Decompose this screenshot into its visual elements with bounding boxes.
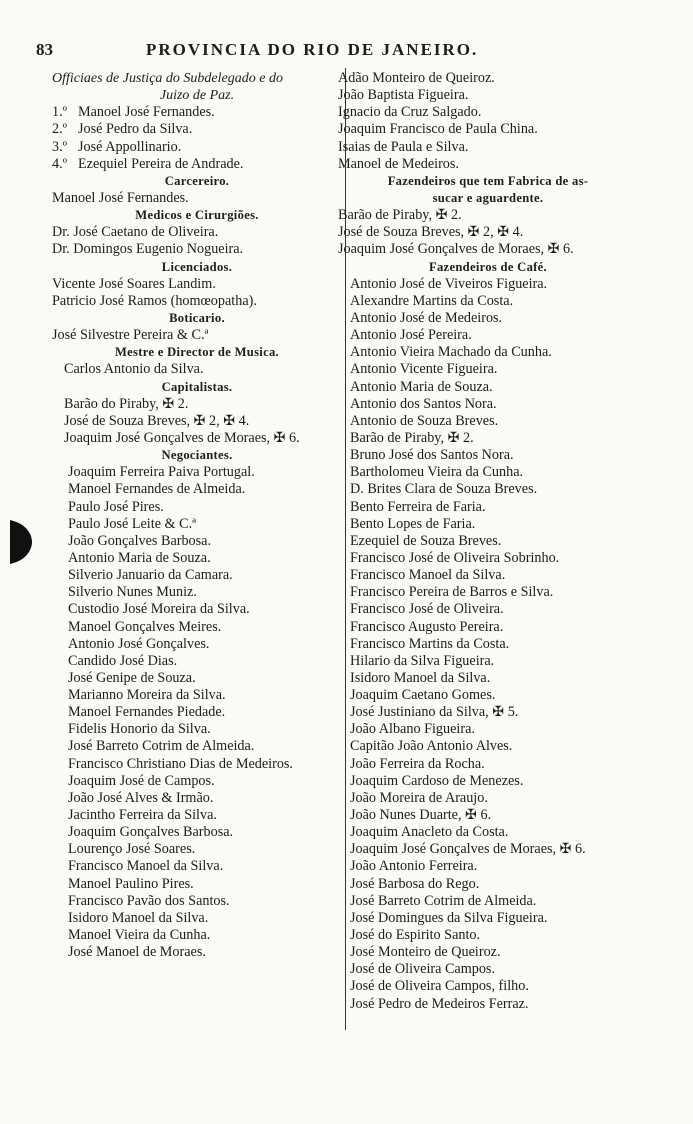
section-heading-musica: Mestre e Director de Musica. <box>114 345 279 360</box>
list-item: Manoel Gonçalves Meires. <box>68 618 222 635</box>
list-item: José Manoel de Moraes. <box>68 944 206 961</box>
list-item: Joaquim José Gonçalves de Moraes, ✠ 6. <box>350 841 586 858</box>
section-heading-carcereiro: Carcereiro. <box>164 173 230 188</box>
officials-list <box>52 104 342 173</box>
list-item: Joaquim Anacleto da Costa. <box>350 824 509 841</box>
list-item: José Silvestre Pereira & C.ª <box>52 327 209 344</box>
item-number: 1.º <box>52 104 68 121</box>
list-item: José Justiniano da Silva, ✠ 5. <box>350 704 519 721</box>
list-item: Custodio José Moreira da Silva. <box>68 601 250 618</box>
list-item: Manoel Vieira da Cunha. <box>68 927 211 944</box>
item-name: José Appollinario. <box>78 138 182 155</box>
list-item: Manoel de Medeiros. <box>338 155 459 172</box>
section-heading-fabrica-cont: sucar e aguardente. <box>432 190 544 205</box>
list-item: Isaias de Paula e Silva. <box>338 138 469 155</box>
list-item: D. Brites Clara de Souza Breves. <box>350 481 538 498</box>
list-item: Antonio Maria de Souza. <box>350 378 493 395</box>
list-item: José de Souza Breves, ✠ 2, ✠ 4. <box>64 412 250 429</box>
list-item: José Barreto Cotrim de Almeida. <box>68 738 255 755</box>
list-item <box>52 139 342 156</box>
list-item: José de Oliveira Campos, filho. <box>350 978 529 995</box>
list-item <box>52 156 342 173</box>
list-item: Francisco Martins da Costa. <box>350 635 510 652</box>
section-heading-officials: Officiaes de Justiça do Subdelegado e do <box>52 71 283 86</box>
running-title: PROVINCIA DO RIO DE JANEIRO. <box>146 40 479 59</box>
list-item: Joaquim Gonçalves Barbosa. <box>68 824 234 841</box>
list-item: Isidoro Manoel da Silva. <box>350 669 491 686</box>
section-heading-officials-cont: Juizo de Paz. <box>159 88 235 104</box>
list-item: Francisco Manoel da Silva. <box>68 858 224 875</box>
list-item: Francisco José de Oliveira Sobrinho. <box>350 549 560 566</box>
continued-names-list <box>338 70 638 173</box>
list-item: Bruno José dos Santos Nora. <box>350 447 514 464</box>
list-item: Francisco José de Oliveira. <box>350 601 504 618</box>
list-item: Antonio dos Santos Nora. <box>350 395 497 412</box>
item-number: 2.º <box>52 121 68 138</box>
list-item: José Monteiro de Queiroz. <box>350 944 501 961</box>
cafe-list <box>338 276 638 1013</box>
section-heading-cafe: Fazendeiros de Café. <box>428 259 548 274</box>
list-item: José Barbosa do Rego. <box>350 875 480 892</box>
list-item: Antonio José de Viveiros Figueira. <box>350 275 548 292</box>
list-item: José Domingues da Silva Figueira. <box>350 909 548 926</box>
list-item <box>52 104 342 121</box>
list-item: João Baptista Figueira. <box>338 87 469 104</box>
list-item: Patricio José Ramos (homœopatha). <box>52 292 257 309</box>
list-item: Francisco Christiano Dias de Medeiros. <box>68 755 293 772</box>
list-item: Joaquim José de Campos. <box>68 772 215 789</box>
list-item: Joaquim José Gonçalves de Moraes, ✠ 6. <box>64 429 300 446</box>
list-item: Dr. José Caetano de Oliveira. <box>52 224 219 241</box>
list-item: Silverio Nunes Muniz. <box>68 584 197 601</box>
list-item: Ignacio da Cruz Salgado. <box>338 104 482 121</box>
list-item: Dr. Domingos Eugenio Nogueira. <box>52 241 244 258</box>
list-item: Marianno Moreira da Silva. <box>68 687 226 704</box>
list-item: José de Oliveira Campos. <box>350 961 495 978</box>
list-item: Antonio de Souza Breves. <box>350 412 499 429</box>
list-item: José do Espirito Santo. <box>350 927 481 944</box>
list-item: João Antonio Ferreira. <box>350 858 478 875</box>
list-item: Joaquim Cardoso de Menezes. <box>350 772 524 789</box>
list-item: João Albano Figueira. <box>350 721 475 738</box>
list-item: Joaquim Ferreira Paiva Portugal. <box>68 464 255 481</box>
list-item: João Nunes Duarte, ✠ 6. <box>350 807 492 824</box>
list-item: Bartholomeu Vieira da Cunha. <box>350 464 524 481</box>
section-heading-negociantes: Negociantes. <box>161 448 233 463</box>
list-item: José Genipe de Souza. <box>68 669 196 686</box>
negociantes-list <box>52 464 342 961</box>
list-item: Barão de Piraby, ✠ 2. <box>350 429 474 446</box>
list-item: Joaquim Caetano Gomes. <box>350 687 496 704</box>
section-heading-medicos: Medicos e Cirurgiões. <box>135 208 259 223</box>
list-item: Joaquim Francisco de Paula China. <box>338 121 538 138</box>
list-item: Ezequiel de Souza Breves. <box>350 532 502 549</box>
section-heading-boticario: Boticario. <box>169 310 225 325</box>
list-item: Paulo José Pires. <box>68 498 164 515</box>
fabrica-list <box>338 207 638 258</box>
list-item: Lourenço José Soares. <box>68 841 196 858</box>
list-item: Manoel José Fernandes. <box>52 189 189 206</box>
list-item: Bento Ferreira de Faria. <box>350 498 486 515</box>
list-item: Manoel Fernandes Piedade. <box>68 704 226 721</box>
list-item: Capitão João Antonio Alves. <box>350 738 513 755</box>
page-number: 83 <box>36 40 53 59</box>
list-item: Adão Monteiro de Queiroz. <box>338 70 495 86</box>
item-number: 4.º <box>52 155 68 172</box>
page-header <box>36 40 676 66</box>
list-item: Antonio Maria de Souza. <box>68 549 211 566</box>
list-item: Bento Lopes de Faria. <box>350 515 476 532</box>
list-item: José de Souza Breves, ✠ 2, ✠ 4. <box>338 224 524 241</box>
list-item: Francisco Manoel da Silva. <box>350 567 506 584</box>
binding-clip-icon <box>8 518 34 566</box>
list-item: Antonio Vieira Machado da Cunha. <box>350 344 552 361</box>
list-item: João Gonçalves Barbosa. <box>68 532 212 549</box>
right-column <box>338 70 638 1013</box>
section-heading-fabrica: Fazendeiros que tem Fabrica de as- <box>387 173 589 188</box>
list-item: João Ferreira da Rocha. <box>350 755 485 772</box>
list-item: José Barreto Cotrim de Almeida. <box>350 892 537 909</box>
list-item: Carlos Antonio da Silva. <box>64 361 204 378</box>
list-item <box>52 121 342 138</box>
list-item: José Pedro de Medeiros Ferraz. <box>350 995 529 1012</box>
list-item: Antonio José Pereira. <box>350 327 472 344</box>
item-name: Ezequiel Pereira de Andrade. <box>78 155 244 172</box>
item-number: 3.º <box>52 138 68 155</box>
list-item: Jacintho Ferreira da Silva. <box>68 807 217 824</box>
list-item: Fidelis Honorio da Silva. <box>68 721 211 738</box>
section-heading-capitalistas: Capitalistas. <box>161 379 233 394</box>
list-item: Francisco Pavão dos Santos. <box>68 892 230 909</box>
list-item: Antonio José Gonçalves. <box>68 635 210 652</box>
list-item: Barão de Piraby, ✠ 2. <box>338 207 462 224</box>
list-item: Vicente José Soares Landim. <box>52 275 216 292</box>
list-item: João Moreira de Araujo. <box>350 789 488 806</box>
list-item: Barão do Piraby, ✠ 2. <box>64 395 189 412</box>
list-item: Candido José Dias. <box>68 652 178 669</box>
list-item: Hilario da Silva Figueira. <box>350 652 495 669</box>
list-item: Silverio Januario da Camara. <box>68 567 233 584</box>
item-name: José Pedro da Silva. <box>78 121 193 138</box>
list-item: Joaquim José Gonçalves de Moraes, ✠ 6. <box>338 241 574 258</box>
list-item: Francisco Augusto Pereira. <box>350 618 504 635</box>
list-item: Antonio José de Medeiros. <box>350 309 503 326</box>
section-heading-licenciados: Licenciados. <box>161 259 233 274</box>
list-item: Manoel Paulino Pires. <box>68 875 194 892</box>
list-item: Francisco Pereira de Barros e Silva. <box>350 584 554 601</box>
item-name: Manoel José Fernandes. <box>78 104 215 121</box>
list-item: Paulo José Leite & C.ª <box>68 515 197 532</box>
left-column <box>52 70 342 961</box>
list-item: Manoel Fernandes de Almeida. <box>68 481 246 498</box>
list-item: Alexandre Martins da Costa. <box>350 292 514 309</box>
list-item: João José Alves & Irmão. <box>68 789 214 806</box>
list-item: Antonio Vicente Figueira. <box>350 361 498 378</box>
list-item: Isidoro Manoel da Silva. <box>68 909 209 926</box>
